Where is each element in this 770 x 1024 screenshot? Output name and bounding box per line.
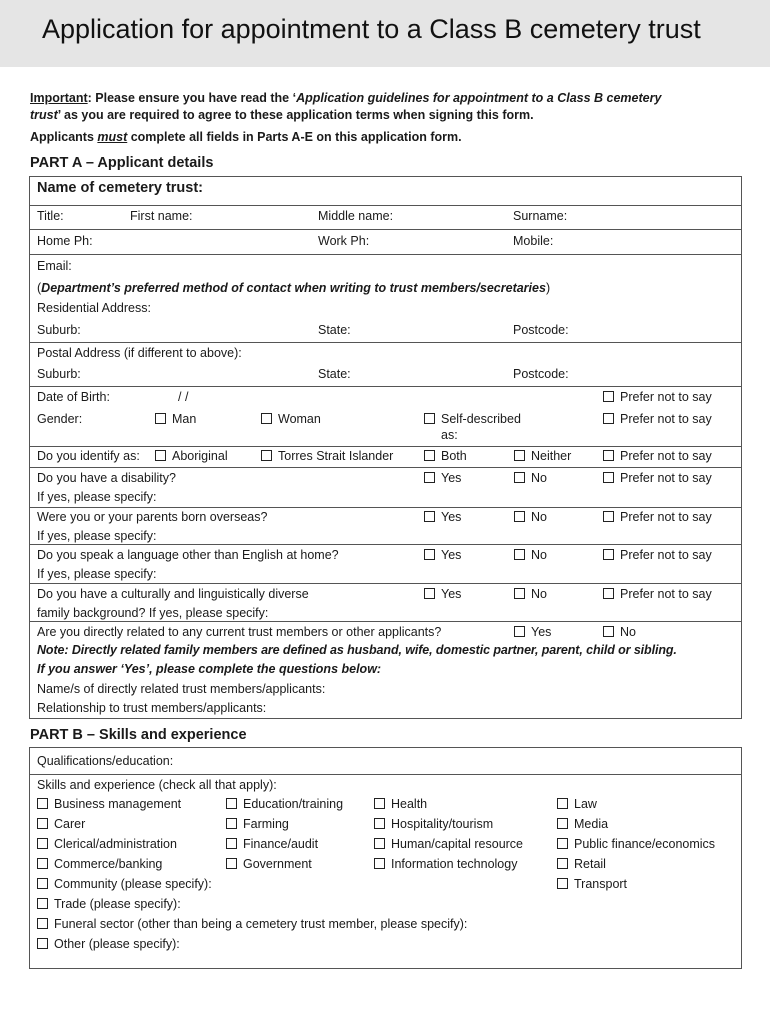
cald-no-checkbox[interactable] [514,588,525,599]
disability-yes-checkbox[interactable] [424,472,435,483]
mobile-label: Mobile: [513,234,554,248]
skill-education-checkbox[interactable] [226,798,237,809]
skill-transport-checkbox[interactable] [557,878,568,889]
identify-tsi-label: Torres Strait Islander [278,449,394,463]
skill-education-label: Education/training [243,797,344,811]
overseas-no-checkbox[interactable] [514,511,525,522]
language-no-checkbox[interactable] [514,549,525,560]
identify-both-label: Both [441,449,467,463]
disability-specify: If yes, please specify: [37,490,157,504]
divider [29,774,742,775]
skill-trade-checkbox[interactable] [37,898,48,909]
skill-commerce-checkbox[interactable] [37,858,48,869]
related-relationship-label: Relationship to trust members/applicants: [37,701,267,715]
cald-prefer-not-label: Prefer not to say [620,587,712,601]
gender-prefer-not-checkbox[interactable] [603,413,614,424]
skill-it-checkbox[interactable] [374,858,385,869]
disability-prefer-not-label: Prefer not to say [620,471,712,485]
skills-label: Skills and experience (check all that apply): [37,778,277,792]
skill-retail-checkbox[interactable] [557,858,568,869]
skill-transport-label: Transport [574,877,628,891]
intro-text-2: ’ as you are required to agree to these application terms when signing this form. [57,108,534,122]
email-label: Email: [37,259,72,273]
cald-prefer-not-checkbox[interactable] [603,588,614,599]
skill-clerical-checkbox[interactable] [37,838,48,849]
skill-other-label: Other (please specify): [54,937,180,951]
title-label: Title: [37,209,64,223]
overseas-prefer-not-label: Prefer not to say [620,510,712,524]
cald-yes-checkbox[interactable] [424,588,435,599]
guidelines-title-end: trust [30,108,58,122]
gender-label: Gender: [37,412,83,426]
identify-neither-checkbox[interactable] [514,450,525,461]
skill-business-checkbox[interactable] [37,798,48,809]
page-title: Application for appointment to a Class B cemetery trust [42,14,701,44]
intro-line-1 [30,91,661,106]
identify-tsi-checkbox[interactable] [261,450,272,461]
identify-prefer-not-checkbox[interactable] [603,450,614,461]
language-prefer-not-label: Prefer not to say [620,548,712,562]
related-no-label: No [620,625,636,639]
cald-question-1: Do you have a culturally and linguistically diverse [37,587,309,601]
gender-woman-label: Woman [278,412,321,426]
must-emphasis: must [97,130,128,144]
postal-postcode-label: Postcode: [513,367,569,381]
related-names-label: Name/s of directly related trust members/applicants: [37,682,326,696]
skill-commerce-label: Commerce/banking [54,857,163,871]
overseas-question: Were you or your parents born overseas? [37,510,268,524]
skill-retail-label: Retail [574,857,606,871]
language-prefer-not-checkbox[interactable] [603,549,614,560]
skill-public-finance-checkbox[interactable] [557,838,568,849]
skill-finance-label: Finance/audit [243,837,319,851]
gender-self-described-checkbox[interactable] [424,413,435,424]
residential-address-label: Residential Address: [37,301,151,315]
intro-text: : Please ensure you have read the ‘ [87,91,297,105]
identify-aboriginal-label: Aboriginal [172,449,228,463]
overseas-specify: If yes, please specify: [37,529,157,543]
qualifications-label: Qualifications/education: [37,754,174,768]
divider [29,621,742,622]
skill-government-checkbox[interactable] [226,858,237,869]
first-name-label: First name: [130,209,193,223]
divider [29,254,742,255]
overseas-no-label: No [531,510,547,524]
language-yes-checkbox[interactable] [424,549,435,560]
divider [29,467,742,468]
divider [29,205,742,206]
guidelines-title: Application guidelines for appointment to a Class B cemetery [296,91,662,105]
language-question: Do you speak a language other than English at home? [37,548,339,562]
skill-it-label: Information technology [391,857,518,871]
divider [29,386,742,387]
postal-address-label: Postal Address (if different to above): [37,346,242,360]
skill-government-label: Government [243,857,312,871]
divider [29,507,742,508]
overseas-prefer-not-checkbox[interactable] [603,511,614,522]
surname-label: Surname: [513,209,568,223]
important-label: Important [30,91,88,105]
gender-man-label: Man [172,412,197,426]
dob-label: Date of Birth: [37,390,110,404]
cald-yes-label: Yes [441,587,462,601]
skill-law-label: Law [574,797,597,811]
skill-business-label: Business management [54,797,182,811]
skill-carer-checkbox[interactable] [37,818,48,829]
skill-funeral-checkbox[interactable] [37,918,48,929]
trust-name-label: Name of cemetery trust: [37,180,203,196]
home-phone-label: Home Ph: [37,234,93,248]
disability-no-label: No [531,471,547,485]
dob-prefer-not-label: Prefer not to say [620,390,712,404]
part-b-heading: PART B – Skills and experience [30,727,247,743]
skill-health-checkbox[interactable] [374,798,385,809]
disability-yes-label: Yes [441,471,462,485]
identify-neither-label: Neither [531,449,572,463]
overseas-yes-checkbox[interactable] [424,511,435,522]
paren: ( [37,281,42,295]
skill-human-checkbox[interactable] [374,838,385,849]
skill-hospitality-label: Hospitality/tourism [391,817,494,831]
skill-health-label: Health [391,797,428,811]
gender-woman-checkbox[interactable] [261,413,272,424]
skill-law-checkbox[interactable] [557,798,568,809]
title-banner [0,0,770,67]
related-note: Note: Directly related family members are defined as husband, wife, domestic partner, parent, child or sibling. [37,643,677,657]
related-no-checkbox[interactable] [603,626,614,637]
postcode-label: Postcode: [513,323,569,337]
skill-media-checkbox[interactable] [557,818,568,829]
skill-media-label: Media [574,817,609,831]
skill-public-finance-label: Public finance/economics [574,837,716,851]
skill-trade-label: Trade (please specify): [54,897,181,911]
language-yes-label: Yes [441,548,462,562]
gender-man-checkbox[interactable] [155,413,166,424]
dob-prefer-not-checkbox[interactable] [603,391,614,402]
identify-prefer-not-label: Prefer not to say [620,449,712,463]
intro-line-3 [30,130,462,145]
part-a-heading: PART A – Applicant details [30,155,214,171]
divider [29,446,742,447]
cald-no-label: No [531,587,547,601]
divider [29,583,742,584]
divider [29,229,742,230]
skill-community-label: Community (please specify): [54,877,212,891]
identify-aboriginal-checkbox[interactable] [155,450,166,461]
skill-community-checkbox[interactable] [37,878,48,889]
email-note-text: Department’s preferred method of contact when writing to trust members/secretaries [41,281,546,295]
suburb-label: Suburb: [37,323,81,337]
paren: ) [545,281,551,295]
related-yes-label: Yes [531,625,552,639]
gender-prefer-not-label: Prefer not to say [620,412,712,426]
language-specify: If yes, please specify: [37,567,157,581]
skill-funeral-label: Funeral sector (other than being a cemetery trust member, please specify): [54,917,468,931]
intro-text-3b: complete all fields in Parts A-E on this application form. [127,130,462,144]
state-label: State: [318,323,351,337]
language-no-label: No [531,548,547,562]
overseas-yes-label: Yes [441,510,462,524]
skill-other-checkbox[interactable] [37,938,48,949]
identify-label: Do you identify as: [37,449,140,463]
intro-text-3a: Applicants [30,130,98,144]
gender-self-described-label: Self-described [441,412,521,426]
cald-question-2: family background? If yes, please specify: [37,606,269,620]
skill-finance-checkbox[interactable] [226,838,237,849]
work-phone-label: Work Ph: [318,234,370,248]
skill-clerical-label: Clerical/administration [54,837,177,851]
skill-human-label: Human/capital resource [391,837,524,851]
dob-placeholder: / / [178,390,189,404]
intro-line-2 [30,108,534,123]
gender-self-described-label-2: as: [441,428,458,442]
disability-no-checkbox[interactable] [514,472,525,483]
skill-hospitality-checkbox[interactable] [374,818,385,829]
postal-suburb-label: Suburb: [37,367,81,381]
divider [29,342,742,343]
related-yes-checkbox[interactable] [514,626,525,637]
skill-carer-label: Carer [54,817,86,831]
middle-name-label: Middle name: [318,209,394,223]
skill-farming-checkbox[interactable] [226,818,237,829]
disability-prefer-not-checkbox[interactable] [603,472,614,483]
disability-question: Do you have a disability? [37,471,176,485]
identify-both-checkbox[interactable] [424,450,435,461]
email-note [37,281,550,296]
related-question: Are you directly related to any current trust members or other applicants? [37,625,442,639]
postal-state-label: State: [318,367,351,381]
related-note-2: If you answer ‘Yes’, please complete the questions below: [37,662,382,676]
divider [29,544,742,545]
skill-farming-label: Farming [243,817,289,831]
